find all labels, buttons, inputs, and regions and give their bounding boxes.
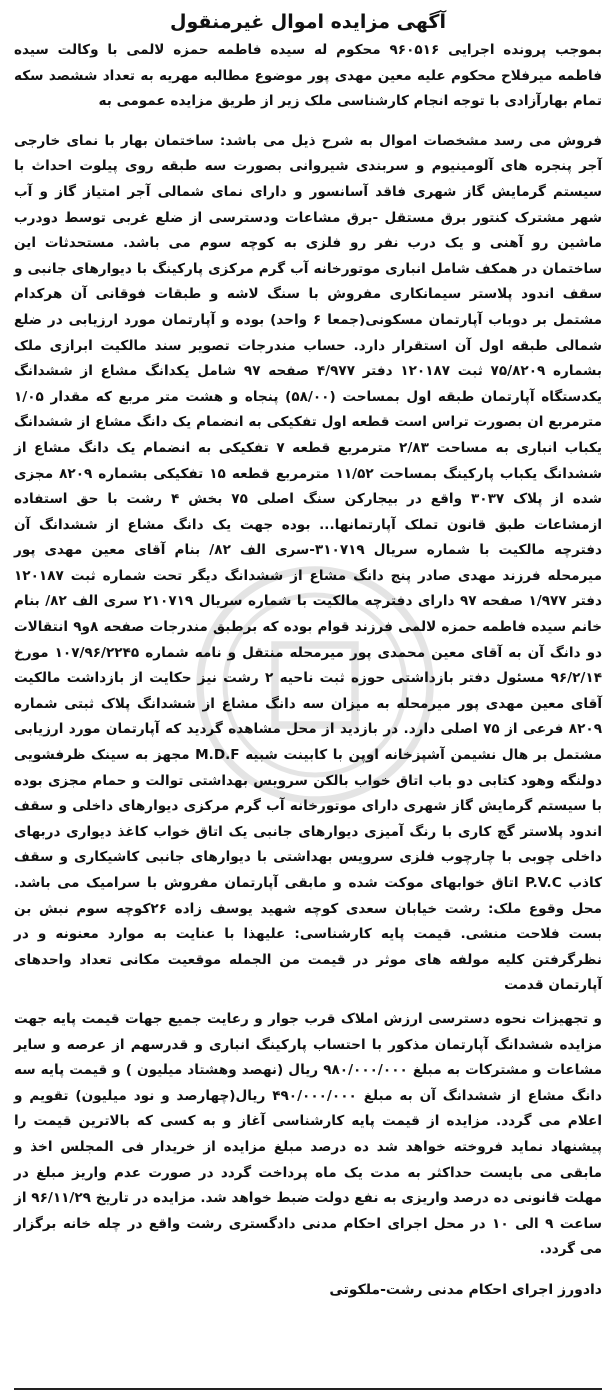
notice-body: فروش می رسد مشخصات اموال به شرح ذیل می باشد: ساختمان بهار با نمای خارجی آجر پنجره های آلومینیوم و سربندی شیروانی بصورت سه طبقه روی پیلوت احداث با سیستم گرمایش گاز شهری فاقد آسانسور و دارای نمای شمالی آجر امتیاز گاز و آب شهر مشترک کنتور برق مستقل -برق مشاعات ودسترسی از ضلع غربی توسط دودرب ماشین رو آهنی و یک درب نفر رو فلزی به کوچه سوم می باشد. مستحدثات این ساختمان در همکف شامل انباری موتورخانه آب گرم مرکزی پارکینگ با دیوارهای جانبی و سقف اندود پلاستر سیمانکاری مفروش با سنگ لاشه و طبقات فوقانی آن هرکدام مشتمل بر دوباب آپارتمان مسکونی(جمعا ۶ واحد) بوده و آپارتمان مورد ارزیابی در ضلع شمالی طبقه اول آن استقرار دارد. حساب مندرجات تصویر سند مالکیت ابرازی ملک بشماره ۷۵/۸۲۰۹ ثبت ۱۲۰۱۸۷ دفتر ۴/۹۷۷ صفحه ۹۷ شامل یکدانگ مشاع از ششدانگ یکدستگاه آپارتمان طبقه اول بمساحت (۵۸/۰۰) پنجاه و هشت متر مربع که مقدار ۱/۰۵ مترمربع ان بصورت تراس است قطعه اول تفکیکی به انضمام یک دانگ مشاع از ششدانگ یکباب انباری به مساحت ۲/۸۳ مترمربع قطعه ۷ تفکیکی به انضمام یک دانگ مشاع از ششدانگ یکباب پارکینگ بمساحت ۱۱/۵۲ مترمربع قطعه ۱۵ تفکیکی بشماره ۸۲۰۹ مجزی شده از پلاک ۳۰۳۷ واقع در بیجارکن سنگ اصلی ۷۵ بخش ۴ رشت با حق استفاده ازمشاعات طبق قانون تملک آپارتمانها... بوده جهت یک دانگ مشاع از ششدانگ آن دفترچه مالکیت با شماره سریال ۳۱۰۷۱۹-سری الف ۸۲/ بنام آقای معین مهدی پور میرمحله فرزند مهدی صادر پنج دانگ مشاع از ششدانگ دیگر تحت شماره ثبت ۱۲۰۱۸۷ دفتر ۱/۹۷۷ صفحه ۹۷ دارای دفترچه مالکیت با شماره سریال ۲۱۰۷۱۹ سری الف ۸۲/ بنام خانم سیده فاطمه حمزه لالمی فرزند قوام بوده که برطبق مندرجات صفحه ۸و۹ انتقالات دو دانگ آن به آقای معین محمدی پور میرمحله منتقل و نامه شماره ۱۰۷/۹۶/۲۲۴۵ مورخ ۹۶/۲/۱۴ مسئول دفتر بازداشتی حوزه ثبت ناحیه ۲ رشت نیز حکایت از بازداشت مالکیت آقای معین مهدی پور میرمحله به میزان سه دانگ مشاع از ششدانگ پلاک ثبتی شماره ۸۲۰۹ فرعی از ۷۵ اصلی دارد. در بازدید از محل مشاهده گردید که آپارتمان مورد ارزیابی مشتمل بر هال نشیمن آشپزخانه اوپن با کابینت شبیه M.D.F مجهز به سینک ظرفشویی دولنگه وهود کتابی دو باب اتاق خواب بالکن سرویس بهداشتی توالت و حمام مجزی بوده با سیستم گرمایش گاز شهری دارای موتورخانه آب گرم مرکزی دیوارهای داخلی و سقف اندود پلاستر گچ کاری با رنگ آمیزی دیوارهای جانبی یک اتاق خواب کاغذ دیواری دربهای داخلی چوبی با چارچوب فلزی سرویس بهداشتی با دیوارهای جانبی کاشیکاری و سقف کاذب P.V.C اتاق خوابهای موکت شده و مابقی آپارتمان مفروش با سرامیک می باشد. محل وقوع ملک: رشت خیابان سعدی کوچه شهید یوسف زاده ۲۶کوچه سوم نبش بن بست فلاحت منشی. قیمت پایه کارشناسی: علیهذا با عنایت به موارد معنونه و در نظرگرفتن کلیه مولفه های موثر در قیمت من الجمله موقعیت مکانی تعداد واحدهای آپارتمان قدمت [14, 132, 603, 994]
notice-title: آگهی مزایده اموال غیرمنقول [170, 11, 446, 33]
notice-outro: و تجهیزات نحوه دسترسی ارزش املاک قرب جوار و رعایت جمیع جهات قیمت پایه جهت مزایده ششدانگ آپارتمان مذکور با احتساب پارکینگ انباری و قدرسهم از عرصه و سایر مشاعات و مشترکات به مبلغ ۹۸۰/۰۰۰/۰۰۰ ریال (نهصد وهشتاد میلیون ) و قیمت پایه سه دانگ مشاع از ششدانگ آن به مبلغ ۴۹۰/۰۰۰/۰۰۰ ریال(چهارصد و نود میلیون) تقویم و اعلام می گردد. مزایده از قیمت پایه کارشناسی آغاز و به کسی که بالاترین قیمت را پیشنهاد نماید فروخته خواهد شد ده درصد مبلغ مزایده از خریدار فی المجلس اخذ و مابقی می بایست حداکثر به مدت یک ماه پرداخت گردد در صورت عدم واریز مبلغ در مهلت قانونی ده درصد واریزی به نفع دولت ضبط خواهد شد. مزایده در تاریخ ۹۶/۱۱/۲۹ از ساعت ۹ الی ۱۰ در محل اجرای احکام مدنی دادگستری رشت واقع در چله خانه برگزار می گردد. [14, 1010, 602, 1258]
bottom-divider [14, 1388, 602, 1390]
notice-signature: دادورز اجرای احکام مدنی رشت-ملکوتی [329, 1281, 602, 1298]
notice-intro: بموجب پرونده اجرایی ۹۶۰۵۱۶ محکوم له سیده فاطمه حمزه لالمی با وکالت سیده فاطمه میرفلاح محکوم علیه معین مهدی پور موضوع مطالبه مهریه به تعداد ششصد سکه تمام بهارآزادی با توجه انجام کارشناسی ملک زیر از طریق مزایده عمومی به [14, 42, 603, 110]
